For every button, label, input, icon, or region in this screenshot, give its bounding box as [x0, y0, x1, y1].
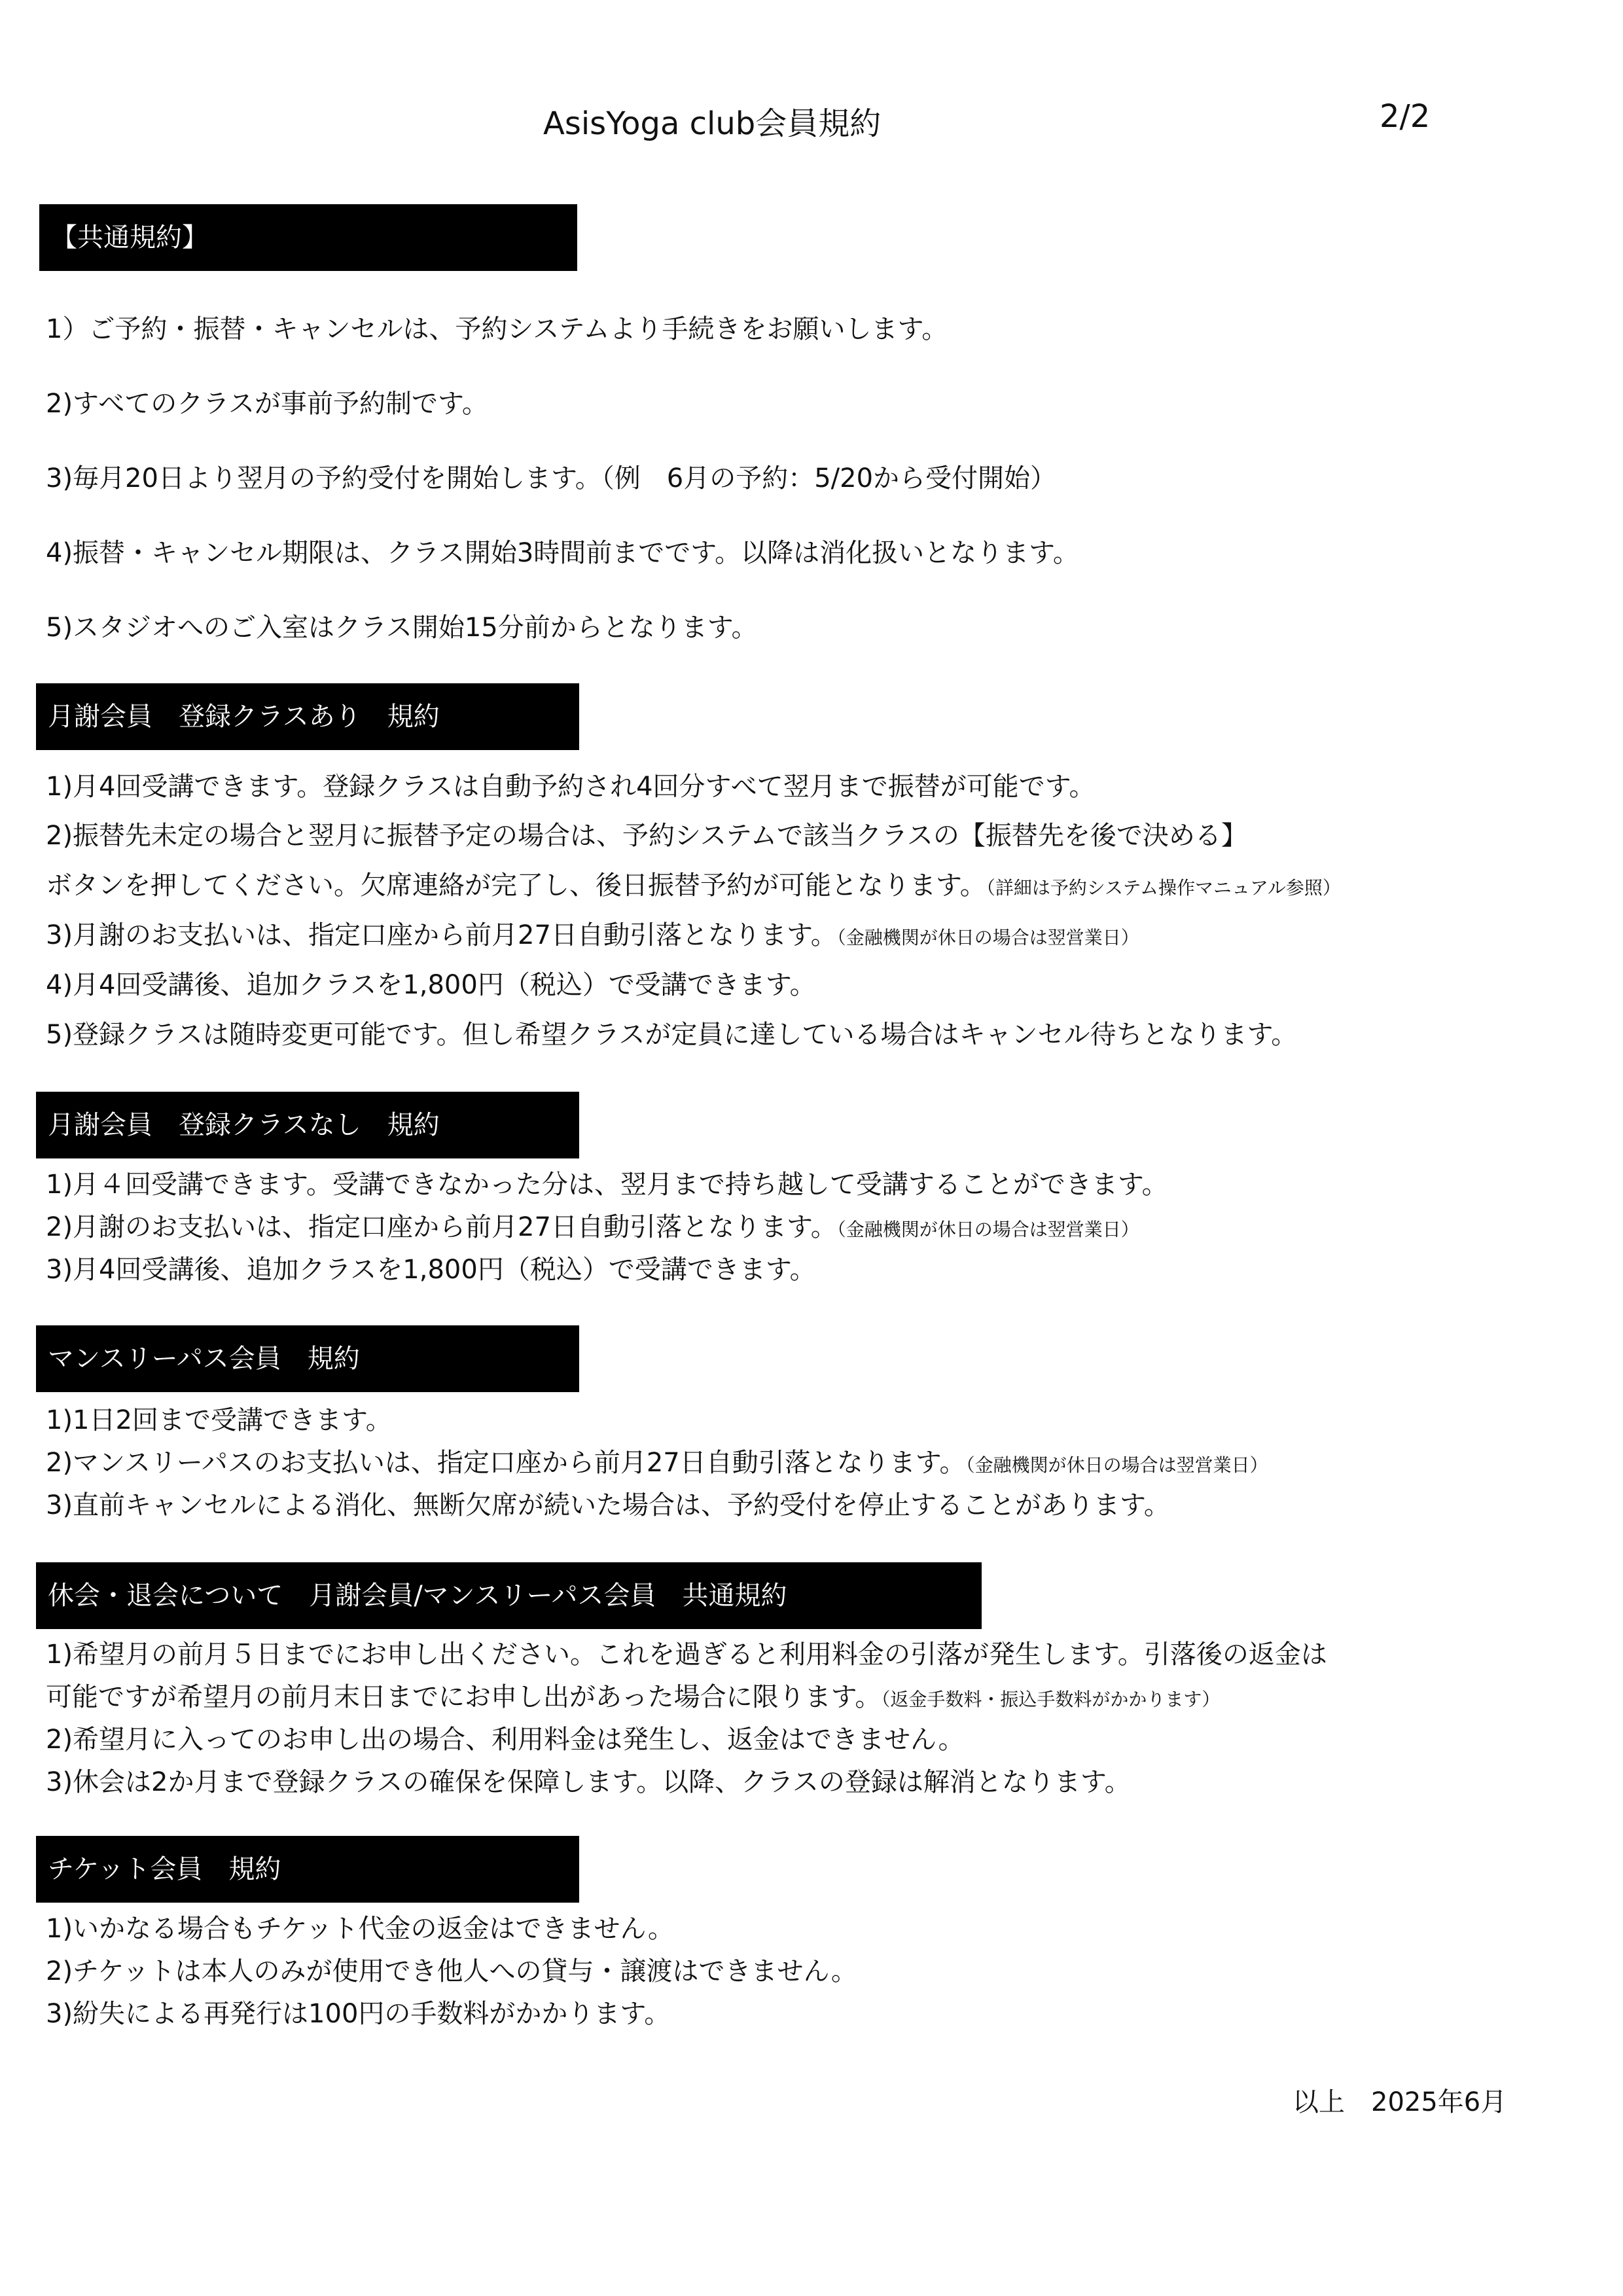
common-rule-1: 1）ご予約・振替・キャンセルは、予約システムより手続きをお願いします。: [46, 314, 948, 344]
holiday-note: （金融機関が休日の場合は翌営業日）: [965, 1454, 1268, 1476]
common-rule-2: 2)すべてのクラスが事前予約制です。: [46, 389, 488, 419]
common-rule-4: 4)振替・キャンセル期限は、クラス開始3時間前までです。以降は消化扱いとなります。: [46, 538, 1079, 568]
ticket-rule-2: 2)チケットは本人のみが使用でき他人への貸与・譲渡はできません。: [46, 1956, 857, 1986]
suspension-rule-1-cont-text: 可能ですが希望月の前月末日までにお申し出があった場合に限ります。: [46, 1682, 882, 1712]
monthly-registered-rule-2-text: ボタンを押してください。欠席連絡が完了し、後日振替予約が可能となります。: [46, 870, 986, 901]
document-title: AsisYoga club会員規約: [543, 105, 882, 142]
section-heading-monthly-registered: 月謝会員 登録クラスあり 規約: [36, 683, 579, 750]
section-heading-monthly-pass: マンスリーパス会員 規約: [36, 1325, 579, 1392]
monthly-unregistered-rule-3: 3)月4回受講後、追加クラスを1,800円（税込）で受講できます。: [46, 1255, 816, 1285]
monthly-pass-rule-2: [46, 1446, 1268, 1482]
common-rule-5: 5)スタジオへのご入室はクラス開始15分前からとなります。: [46, 613, 758, 643]
closing-date: 以上 2025年6月: [1293, 2087, 1507, 2117]
section-heading-ticket: チケット会員 規約: [36, 1836, 579, 1903]
refund-fee-note: （返金手数料・振込手数料がかかります）: [881, 1689, 1221, 1710]
ticket-rule-1: 1)いかなる場合もチケット代金の返金はできません。: [46, 1914, 674, 1944]
monthly-registered-rule-1: 1)月4回受講できます。登録クラスは自動予約され4回分すべて翌月まで振替が可能です。: [46, 772, 1096, 802]
monthly-registered-rule-3: [46, 919, 1139, 954]
monthly-registered-rule-2: 2)振替先未定の場合と翌月に振替予定の場合は、予約システムで該当クラスの【振替先を後で決める】: [46, 821, 1247, 851]
page-number: 2/2: [1380, 98, 1431, 135]
suspension-rule-2: 2)希望月に入ってのお申し出の場合、利用料金は発生し、返金はできません。: [46, 1725, 965, 1755]
suspension-rule-1: 1)希望月の前月５日までにお申し出ください。これを過ぎると利用料金の引落が発生します。引落後の返金は: [46, 1640, 1327, 1670]
holiday-note: （金融機関が休日の場合は翌営業日）: [836, 927, 1139, 948]
common-rule-3: 3)毎月20日より翌月の予約受付を開始します。（例 6月の予約：5/20から受付開始）: [46, 463, 1057, 493]
monthly-unregistered-rule-1: 1)月４回受講できます。受講できなかった分は、翌月まで持ち越して受講することができます。: [46, 1170, 1168, 1200]
monthly-unregistered-rule-2-text: 2)月謝のお支払いは、指定口座から前月27日自動引落となります。: [46, 1212, 837, 1242]
monthly-pass-rule-2-text: 2)マンスリーパスのお支払いは、指定口座から前月27日自動引落となります。: [46, 1448, 966, 1478]
suspension-rule-3: 3)休会は2か月まで登録クラスの確保を保障します。以降、クラスの登録は解消となります。: [46, 1767, 1131, 1797]
monthly-registered-rule-3-text: 3)月謝のお支払いは、指定口座から前月27日自動引落となります。: [46, 920, 837, 950]
section-heading-monthly-unregistered: 月謝会員 登録クラスなし 規約: [36, 1092, 579, 1158]
suspension-rule-1-cont: [46, 1681, 1220, 1716]
section-heading-suspension-withdrawal: 休会・退会について 月謝会員/マンスリーパス会員 共通規約: [36, 1562, 982, 1629]
monthly-pass-rule-3: 3)直前キャンセルによる消化、無断欠席が続いた場合は、予約受付を停止することがあります。: [46, 1490, 1170, 1520]
monthly-registered-rule-5: 5)登録クラスは随時変更可能です。但し希望クラスが定員に達している場合はキャンセル待ちとなります。: [46, 1020, 1298, 1050]
monthly-registered-rule-4: 4)月4回受講後、追加クラスを1,800円（税込）で受講できます。: [46, 970, 816, 1000]
section-heading-common: 【共通規約】: [39, 204, 577, 271]
monthly-pass-rule-1: 1)1日2回まで受講できます。: [46, 1405, 392, 1435]
monthly-unregistered-rule-2: [46, 1211, 1139, 1246]
monthly-registered-rule-2-cont: [46, 869, 1341, 905]
manual-reference-note: （詳細は予約システム操作マニュアル参照）: [986, 877, 1341, 899]
ticket-rule-3: 3)紛失による再発行は100円の手数料がかかります。: [46, 1999, 671, 2029]
holiday-note: （金融機関が休日の場合は翌営業日）: [836, 1219, 1139, 1240]
